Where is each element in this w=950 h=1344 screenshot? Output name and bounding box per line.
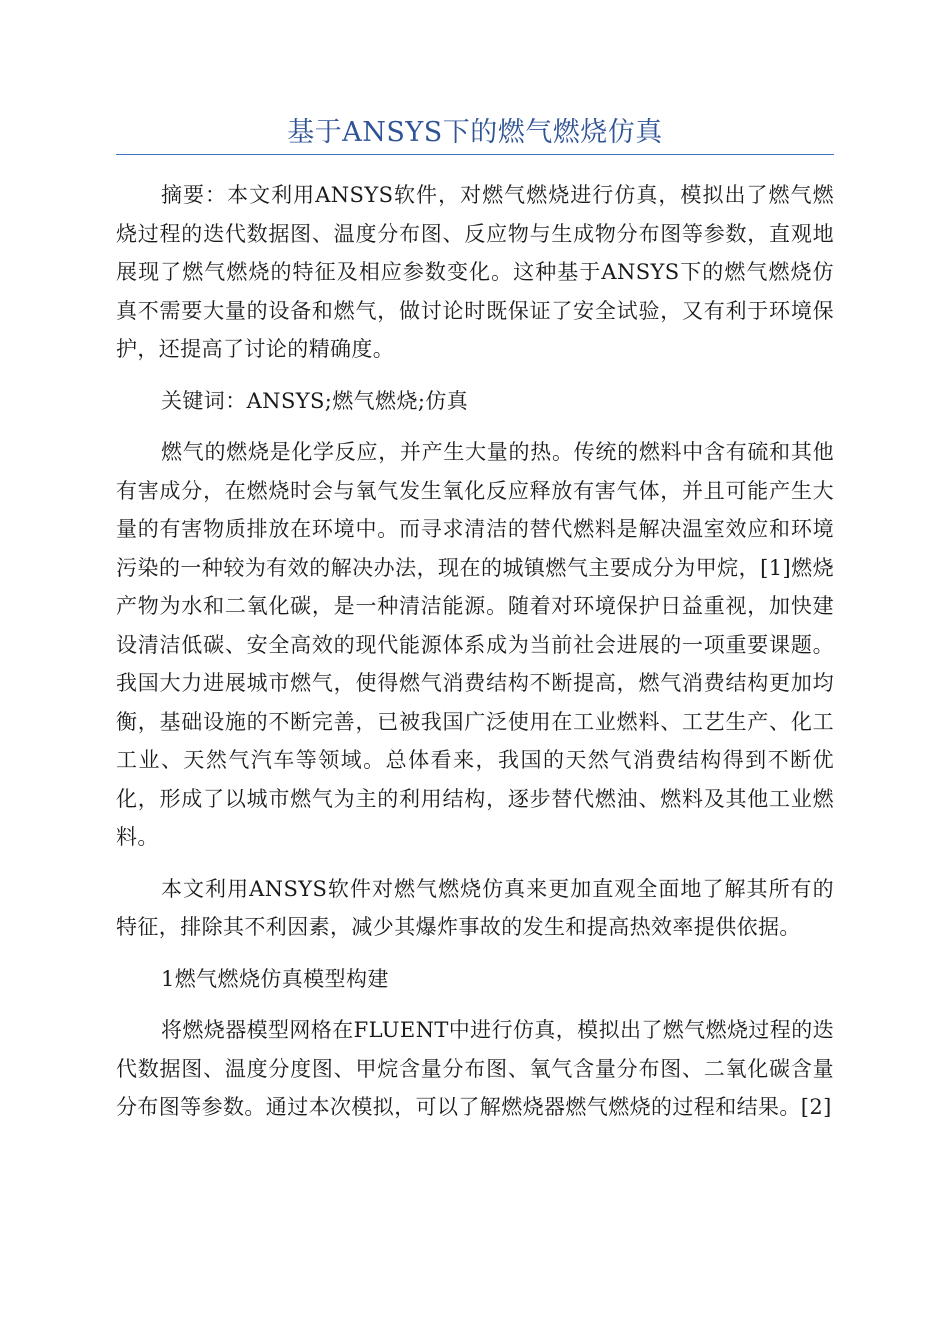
- page-title: 基于ANSYS下的燃气燃烧仿真: [287, 117, 663, 148]
- purpose-paragraph: 本文利用ANSYS软件对燃气燃烧仿真来更加直观全面地了解其所有的特征，排除其不利因素，减少其爆炸事故的发生和提高热效率提供依据。: [116, 876, 834, 939]
- keywords-paragraph: 关键词：ANSYS;燃气燃烧;仿真: [161, 388, 469, 413]
- intro-paragraph: 燃气的燃烧是化学反应，并产生大量的热。传统的燃料中含有硫和其他有害成分，在燃烧时会与氧气发生氧化反应释放有害气体，并且可能产生大量的有害物质排放在环境中。而寻求清洁的替代燃料是解决温室效应和环境污染的一种较为有效的解决办法，现在的城镇燃气主要成分为甲烷，[1]燃烧产物为水和二氧化碳，是一种清洁能源。随着对环境保护日益重视，加快建设清洁低碳、安全高效的现代能源体系成为当前社会进展的一项重要课题。我国大力进展城市燃气，使得燃气消费结构不断提高，燃气消费结构更加均衡，基础设施的不断完善，已被我国广泛使用在工业燃料、工艺生产、化工工业、天然气汽车等领域。总体看来，我国的天然气消费结构得到不断优化，形成了以城市燃气为主的利用结构，逐步替代燃油、燃料及其他工业燃料。: [116, 440, 834, 849]
- document-body: [116, 176, 834, 1140]
- abstract-paragraph: 摘要：本文利用ANSYS软件，对燃气燃烧进行仿真，模拟出了燃气燃烧过程的迭代数据图、温度分布图、反应物与生成物分布图等参数，直观地展现了燃气燃烧的特征及相应参数变化。这种基于ANSYS下的燃气燃烧仿真不需要大量的设备和燃气，做讨论时既保证了安全试验，又有利于环境保护，还提高了讨论的精确度。: [116, 183, 834, 361]
- title-underline: [116, 154, 834, 155]
- section-paragraph: 将燃烧器模型网格在FLUENT中进行仿真，模拟出了燃气燃烧过程的迭代数据图、温度分度图、甲烷含量分布图、氧气含量分布图、二氧化碳含量分布图等参数。通过本次模拟，可以了解燃烧器燃气燃烧的过程和结果。[2]: [116, 1018, 834, 1119]
- section-heading: 1燃气燃烧仿真模型构建: [161, 966, 389, 991]
